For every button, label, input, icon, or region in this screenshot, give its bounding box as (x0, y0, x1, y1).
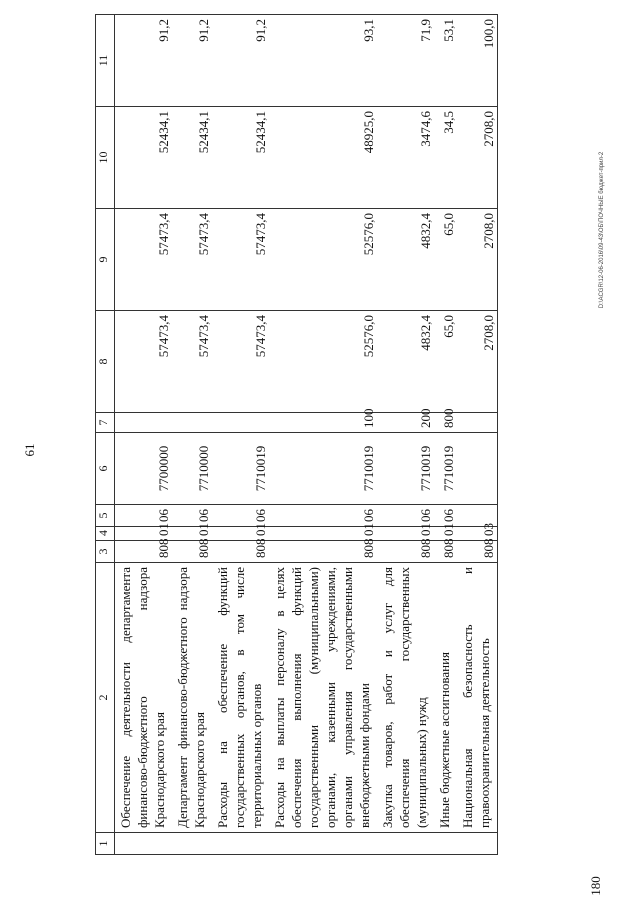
budget-table-container (95, 19, 605, 855)
amount-plan: 57473,4 (212, 311, 269, 413)
amount-actual: 48925,0 (269, 107, 377, 209)
budget-table (95, 14, 498, 855)
percent-executed: 91,2 (172, 15, 212, 107)
code-section: 01 (269, 527, 377, 541)
amount-plan: 52576,0 (269, 311, 377, 413)
row-index (115, 833, 173, 855)
row-index (377, 833, 434, 855)
code-subsection: 06 (377, 505, 434, 527)
code-subsection: 06 (115, 505, 173, 527)
col-header: 8 (96, 311, 115, 413)
code-department: 808 (172, 541, 212, 563)
code-department: 808 (269, 541, 377, 563)
line-item-name: Расходы на выплаты персоналу в целях обеспечения выполнения функций государственными (муниципальными) органами, казенными учреждениями, органами управления государственными внебюджетными фондами (269, 563, 377, 833)
code-department: 808 (212, 541, 269, 563)
table-row (434, 15, 457, 855)
code-section: 03 (457, 527, 498, 541)
amount-plan: 65,0 (434, 311, 457, 413)
code-section: 01 (377, 527, 434, 541)
code-section: 01 (172, 527, 212, 541)
table-row (377, 15, 434, 855)
amount-actual: 2708,0 (457, 107, 498, 209)
col-header: 3 (96, 541, 115, 563)
amount-refined: 57473,4 (212, 209, 269, 311)
table-row (269, 15, 377, 855)
page-number: 61 (22, 443, 37, 457)
col-header: 4 (96, 527, 115, 541)
line-item-name: Иные бюджетные ассигнования (434, 563, 457, 833)
line-item-name: Национальная безопасность и правоохранительная деятельность (457, 563, 498, 833)
percent-executed: 91,2 (212, 15, 269, 107)
table-body (115, 15, 498, 855)
amount-plan: 57473,4 (115, 311, 173, 413)
code-target-article: 7710000 (172, 433, 212, 505)
amount-refined: 2708,0 (457, 209, 498, 311)
code-expense-type (457, 413, 498, 433)
code-section: 01 (115, 527, 173, 541)
code-target-article: 7710019 (434, 433, 457, 505)
amount-actual: 52434,1 (115, 107, 173, 209)
row-index (212, 833, 269, 855)
code-section: 01 (434, 527, 457, 541)
row-index (434, 833, 457, 855)
code-subsection: 06 (172, 505, 212, 527)
amount-actual: 52434,1 (172, 107, 212, 209)
amount-plan: 57473,4 (172, 311, 212, 413)
amount-actual: 3474,6 (377, 107, 434, 209)
code-target-article: 7710019 (377, 433, 434, 505)
code-department: 808 (457, 541, 498, 563)
col-header: 6 (96, 433, 115, 505)
percent-executed: 71,9 (377, 15, 434, 107)
percent-executed: 100,0 (457, 15, 498, 107)
sheet-number: 180 (588, 876, 603, 896)
percent-executed: 93,1 (269, 15, 377, 107)
row-index (172, 833, 212, 855)
row-index (457, 833, 498, 855)
code-subsection: 06 (434, 505, 457, 527)
code-expense-type: 200 (377, 413, 434, 433)
line-item-name: Расходы на обеспечение функций государственных органов, в том числе территориальных органов (212, 563, 269, 833)
col-header: 2 (96, 563, 115, 833)
col-header: 5 (96, 505, 115, 527)
code-section: 01 (212, 527, 269, 541)
amount-refined: 57473,4 (115, 209, 173, 311)
code-subsection: 06 (212, 505, 269, 527)
code-target-article (457, 433, 498, 505)
col-header: 7 (96, 413, 115, 433)
table-row (457, 15, 498, 855)
col-header: 1 (96, 833, 115, 855)
code-expense-type (115, 413, 173, 433)
col-header: 11 (96, 15, 115, 107)
table-row (212, 15, 269, 855)
footer-code: D:\ACGR\12-06-2016\09-43\ОБ\ПОЧНЫЕ бюджет-прил-2 (599, 151, 605, 309)
line-item-name: Обеспечение деятельности департамента финансово-бюджетного надзора Краснодарского края (115, 563, 173, 833)
amount-plan: 4832,4 (377, 311, 434, 413)
percent-executed: 53,1 (434, 15, 457, 107)
col-header: 10 (96, 107, 115, 209)
code-department: 808 (377, 541, 434, 563)
amount-refined: 65,0 (434, 209, 457, 311)
code-target-article: 7700000 (115, 433, 173, 505)
code-target-article: 7710019 (269, 433, 377, 505)
code-department: 808 (115, 541, 173, 563)
header-row (96, 15, 115, 855)
amount-actual: 52434,1 (212, 107, 269, 209)
code-expense-type (172, 413, 212, 433)
code-expense-type: 800 (434, 413, 457, 433)
code-target-article: 7710019 (212, 433, 269, 505)
line-item-name: Департамент финансово-бюджетного надзора Краснодарского края (172, 563, 212, 833)
amount-refined: 57473,4 (172, 209, 212, 311)
code-expense-type: 100 (269, 413, 377, 433)
code-expense-type (212, 413, 269, 433)
col-header: 9 (96, 209, 115, 311)
row-index (269, 833, 377, 855)
amount-plan: 2708,0 (457, 311, 498, 413)
amount-refined: 52576,0 (269, 209, 377, 311)
amount-refined: 4832,4 (377, 209, 434, 311)
table-row (115, 15, 173, 855)
percent-executed: 91,2 (115, 15, 173, 107)
line-item-name: Закупка товаров, работ и услуг для обеспечения государственных (муниципальных) нужд (377, 563, 434, 833)
amount-actual: 34,5 (434, 107, 457, 209)
code-subsection: 06 (269, 505, 377, 527)
table-row (172, 15, 212, 855)
code-department: 808 (434, 541, 457, 563)
